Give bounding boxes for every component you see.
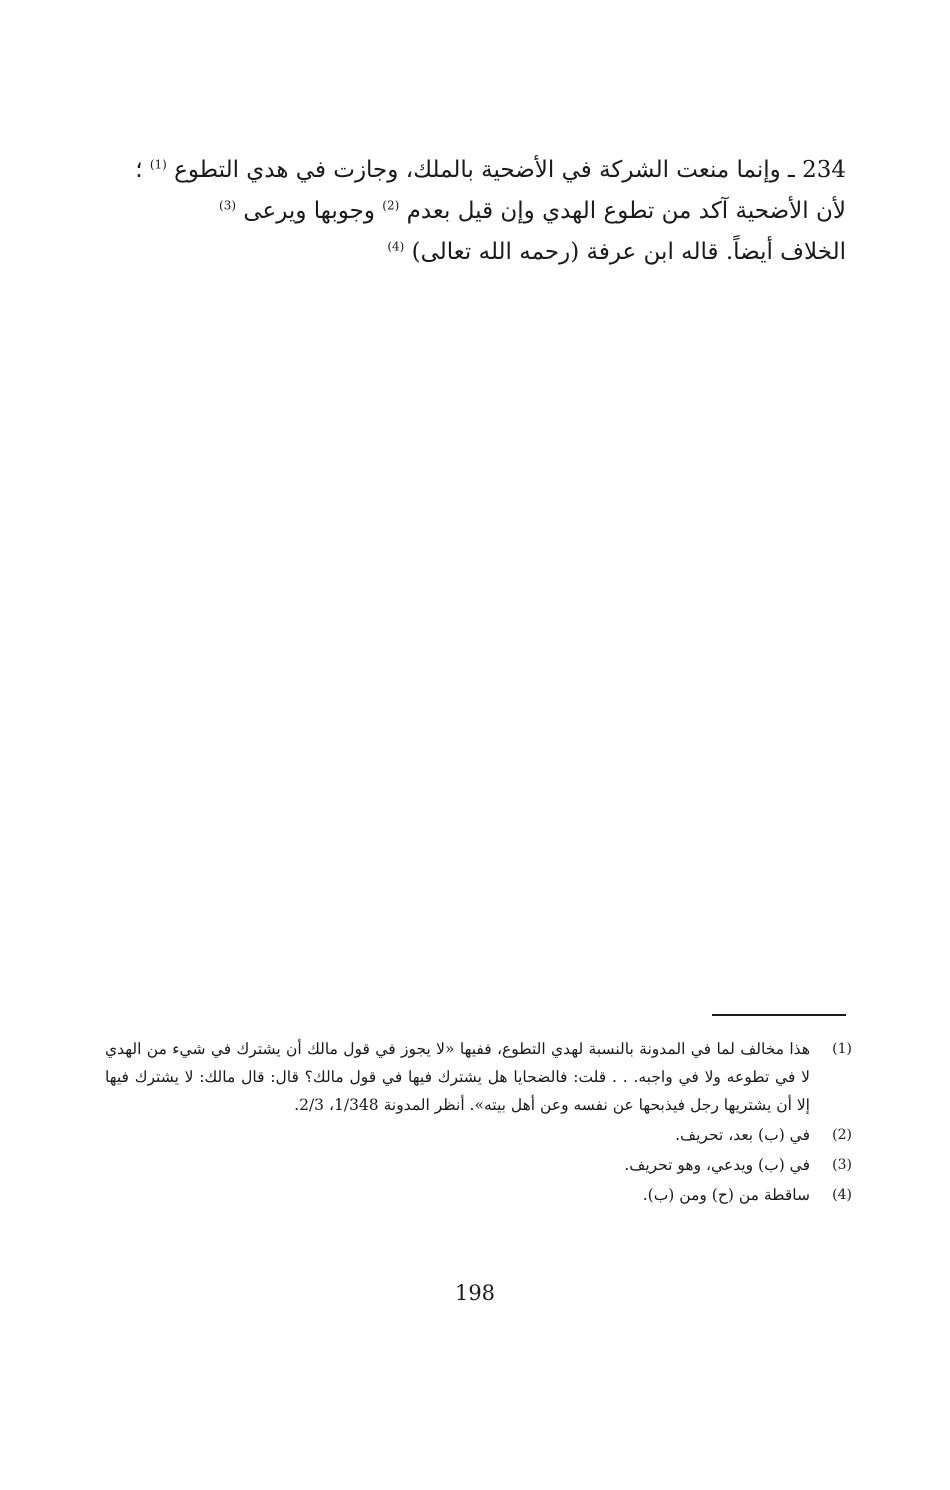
footnote-ref-2: (2) xyxy=(382,198,400,213)
main-paragraph xyxy=(100,150,846,273)
footnote-number: (1) xyxy=(832,1041,852,1057)
footnote-separator xyxy=(712,1014,846,1016)
footnotes-section xyxy=(105,1035,852,1211)
main-line-1-tail: ؛ xyxy=(135,157,150,183)
footnote-number: (3) xyxy=(832,1157,852,1173)
footnote-ref-1: (1) xyxy=(149,157,167,172)
footnote-number: (4) xyxy=(832,1187,852,1203)
footnote-text: ساقطة من (ح) ومن (ب). xyxy=(642,1186,810,1204)
footnote-text: هذا مخالف لما في المدونة بالنسبة لهدي التطوع، ففيها «لا يجوز في قول مالك أن يشترك في شيء من الهدي لا في تطوعه ولا في واجبه. . . قلت: فالضحايا هل يشترك فيها في قول مالك؟ قال: قال مالك: لا يشترك فيها إلا أن يشتريها رجل فيذبحها عن نفسه وعن أهل بيته». أنظر المدونة 1/348، 2/3. xyxy=(105,1040,810,1114)
footnote-2 xyxy=(105,1121,852,1149)
footnote-ref-4: (4) xyxy=(387,239,405,254)
footnote-4 xyxy=(105,1181,852,1209)
footnote-text: في (ب) ويدعي، وهو تحريف. xyxy=(624,1156,810,1174)
main-line-1-text: 234 ـ وإنما منعت الشركة في الأضحية بالملك، وجازت في هدي التطوع xyxy=(174,157,846,183)
footnote-ref-3: (3) xyxy=(219,198,237,213)
main-line-1 xyxy=(100,150,846,191)
main-line-3 xyxy=(100,232,846,273)
footnote-text: في (ب) بعد، تحريف. xyxy=(675,1126,810,1144)
footnote-1 xyxy=(105,1035,852,1119)
main-line-3-text: الخلاف أيضاً. قاله ابن عرفة (رحمه الله تعالى) xyxy=(411,239,846,265)
page-number: 198 xyxy=(454,1281,496,1305)
main-line-2 xyxy=(100,191,846,232)
footnote-3 xyxy=(105,1151,852,1179)
main-line-2-text: لأن الأضحية آكد من تطوع الهدي وإن قيل بعدم xyxy=(406,198,846,224)
main-line-2-text2: وجوبها ويرعى xyxy=(243,198,383,224)
footnote-number: (2) xyxy=(832,1127,852,1143)
